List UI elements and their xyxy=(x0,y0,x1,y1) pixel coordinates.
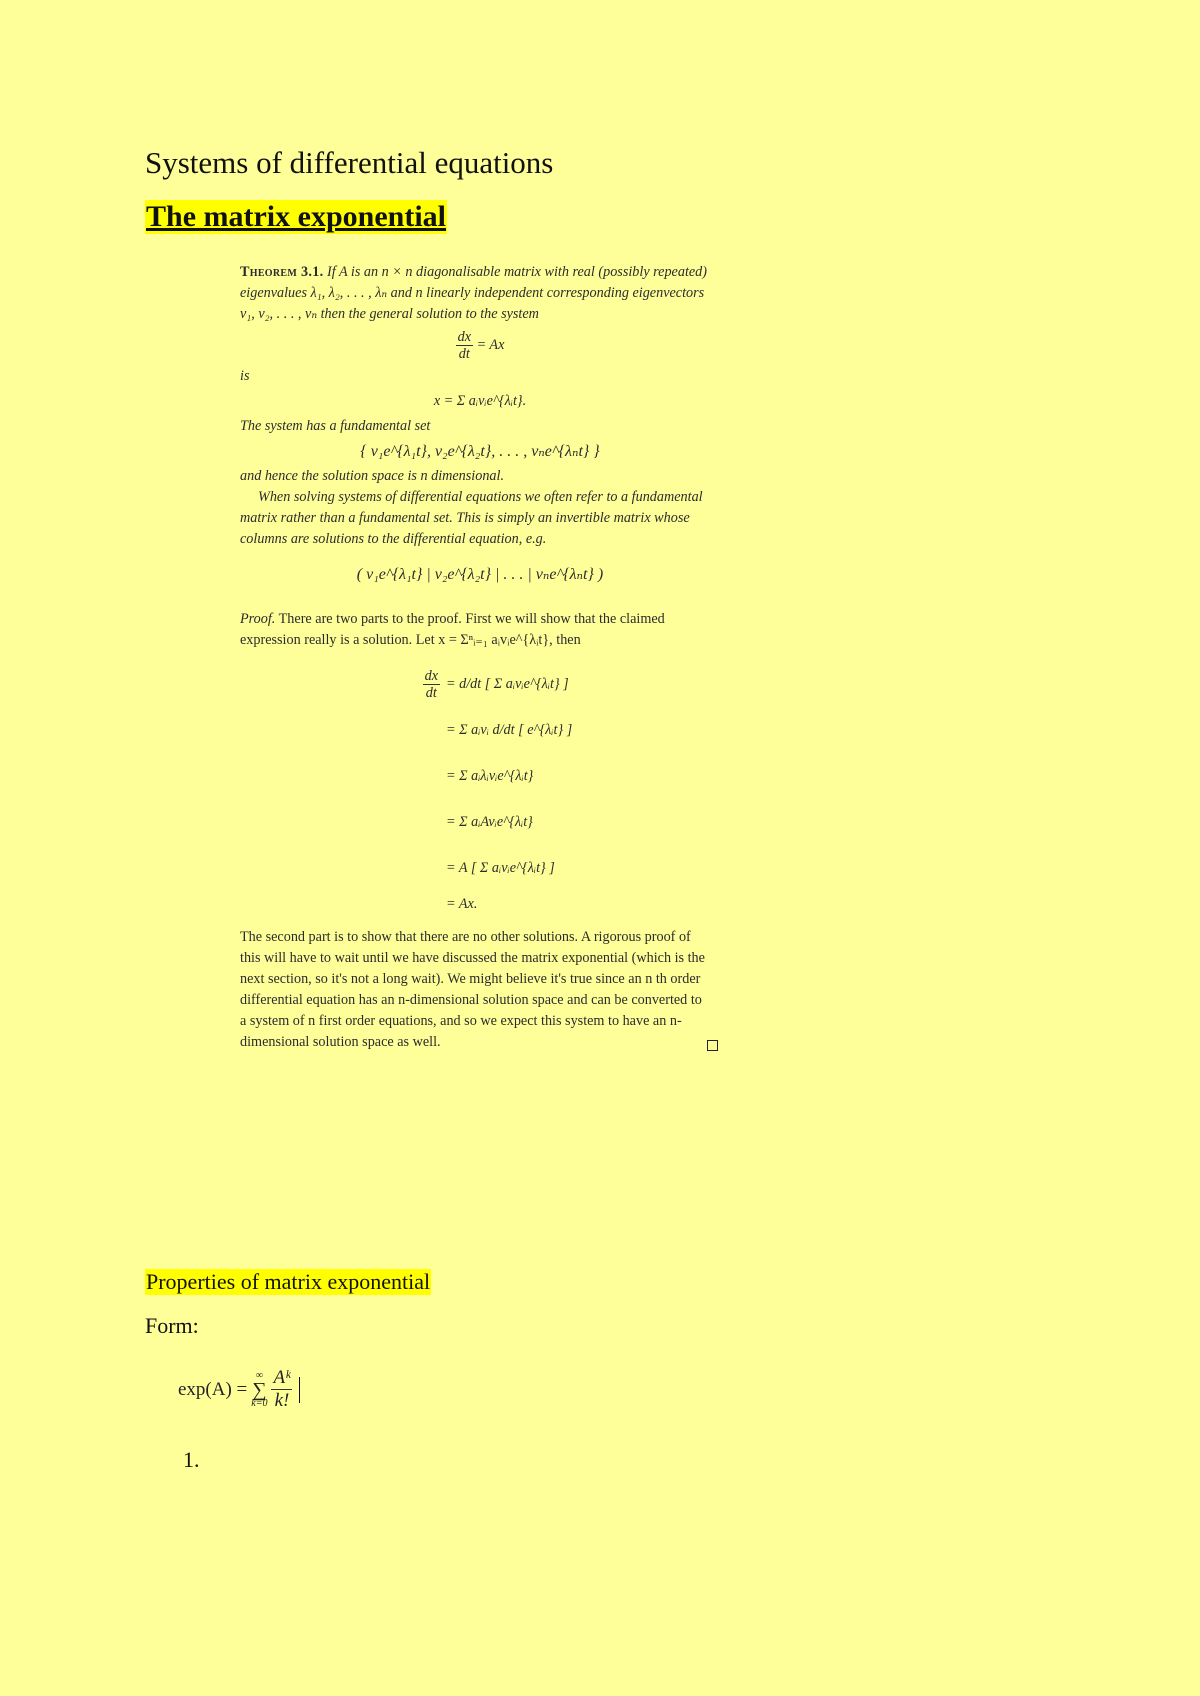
derivation-line: = Ax. xyxy=(446,895,478,912)
derivation-row xyxy=(400,799,720,845)
proof-intro-paragraph xyxy=(240,609,720,651)
page-title: Systems of differential equations xyxy=(145,145,554,180)
proof-label: Proof. xyxy=(240,611,276,627)
is-word: is xyxy=(240,368,250,384)
formula-numerator: Aᵏ xyxy=(273,1367,291,1388)
ode-equation xyxy=(240,329,720,362)
text-cursor xyxy=(299,1377,300,1403)
general-solution-equation: x = Σ aᵢvᵢe^{λᵢt}. xyxy=(433,393,527,409)
ode-rhs: = Ax xyxy=(476,336,505,353)
proof-conclusion-text: The second part is to show that there are no other solutions. A rigorous proof of this will have to wait until we have discussed the matrix exponential (which is the next section, so it's not a long wait). We might believe it's true since an n th order differential equation has an n-dimensional solution space and can be converted to a system of n first order equations, and so we expect this system to have an n-dimensional solution space as well. xyxy=(240,929,705,1050)
theorem-statement xyxy=(240,262,720,325)
theorem-label: Theorem 3.1. xyxy=(240,264,324,280)
sum-lower-limit: k=0 xyxy=(251,1397,268,1409)
derivation-line: = A [ Σ aᵢvᵢe^{λᵢt} ] xyxy=(446,859,555,876)
sum-upper-limit: ∞ xyxy=(255,1369,263,1381)
derivation-lhs-den: dt xyxy=(425,684,437,701)
fundamental-matrix: ( v₁e^{λ₁t} | v₂e^{λ₂t} | . . . | vₙe^{λₙt} ) xyxy=(356,566,604,583)
formula-fraction xyxy=(271,1367,292,1412)
derivation-line: = Σ aᵢAvᵢe^{λᵢt} xyxy=(446,813,533,830)
formula-lhs: exp(A) = xyxy=(178,1378,248,1400)
section-heading: The matrix exponential xyxy=(146,200,446,233)
dimension-line: and hence the solution space is n dimensional. xyxy=(240,468,505,484)
fundamental-matrix-text: When solving systems of differential equations we often refer to a fundamental matrix rather than a fundamental set. This is simply an invertible matrix whose columns are solutions to the differential equation, e.g. xyxy=(240,489,703,547)
formula-denominator: k! xyxy=(274,1390,290,1411)
properties-heading: Properties of matrix exponential xyxy=(146,1269,431,1294)
fundamental-set: { v₁e^{λ₁t}, v₂e^{λ₂t}, . . . , vₙe^{λₙt} } xyxy=(360,443,600,460)
list-item[interactable]: 1. xyxy=(183,1447,200,1472)
derivation-row xyxy=(400,707,720,753)
proof-intro: There are two parts to the proof. First we will show that the claimed expression really is a solution. Let x = Σⁿᵢ₌₁ aᵢvᵢe^{λᵢt}, then xyxy=(240,611,665,648)
matrix-exponential-formula[interactable] xyxy=(178,1367,300,1412)
derivation-lhs-num: dx xyxy=(424,667,438,684)
form-label: Form: xyxy=(145,1313,199,1338)
proof-conclusion xyxy=(240,927,720,1053)
derivation-row xyxy=(400,661,720,707)
derivation-line: = Σ aᵢvᵢ d/dt [ e^{λᵢt} ] xyxy=(446,721,573,738)
theorem-text: If A is an n × n diagonalisable matrix with real (possibly repeated) eigenvalues λ₁, λ₂, . . . , λₙ and n linearly independent corresponding eigenvectors v₁, v₂, . . . , vₙ then the general solution to the system xyxy=(240,264,707,322)
ode-numerator: dx xyxy=(457,329,472,345)
pasted-theorem-image xyxy=(240,262,720,1053)
ode-denominator: dt xyxy=(458,346,470,362)
sum-symbol: ∞ ∑ k=0 xyxy=(251,1369,268,1409)
derivation-row xyxy=(400,845,720,891)
qed-square-icon xyxy=(707,1040,718,1051)
derivation-row xyxy=(400,753,720,799)
proof-derivation xyxy=(400,661,720,917)
derivation-row xyxy=(400,891,720,917)
derivation-line: = Σ aᵢλᵢvᵢe^{λᵢt} xyxy=(446,767,534,784)
fundamental-set-intro: The system has a fundamental set xyxy=(240,418,431,434)
derivation-line: = d/dt [ Σ aᵢvᵢe^{λᵢt} ] xyxy=(446,675,569,692)
